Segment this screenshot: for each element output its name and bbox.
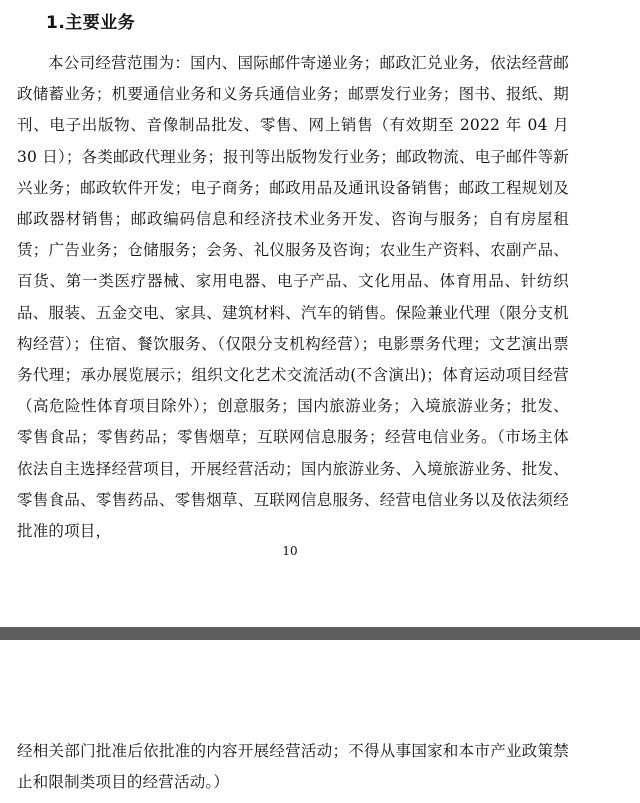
- business-scope-paragraph: 本公司经营范围为：国内、国际邮件寄递业务；邮政汇兑业务，依法经营邮政储蓄业务；机要通信业务和义务兵通信业务；邮票发行业务；图书、报纸、期刊、电子出版物、音像制品批发、零售、网上销售（有效期至 2022 年 04 月 30 日）；各类邮政代理业务；报刊等出版物发行业务；邮政物流、电子邮件等新兴业务；邮政软件开发；电子商务；邮政用品及通讯设备销售；邮政工程规划及邮政器材销售；邮政编码信息和经济技术业务开发、咨询与服务；自有房屋租赁；广告业务；仓储服务；会务、礼仪服务及咨询；农业生产资料、农副产品、百货、第一类医疗器械、家用电器、电子产品、文化用品、体育用品、针纺织品、服装、五金交电、家具、建筑材料、汽车的销售。保险兼业代理（限分支机构经营）；住宿、餐饮服务、（仅限分支机构经营）；电影票务代理；文艺演出票务代理；承办展览展示；组织文化艺术交流活动(不含演出)；体育运动项目经营（高危险性体育项目除外）；创意服务；国内旅游业务；入境旅游业务；批发、零售食品；零售药品；零售烟草；互联网信息服务；经营电信业务。（市场主体依法自主选择经营项目，开展经营活动；国内旅游业务、入境旅游业务、批发、零售食品、零售药品、零售烟草、互联网信息服务、经营电信业务以及依法须经批准的项目，: [17, 54, 569, 541]
- page-separator: [0, 627, 640, 640]
- page-number: 10: [282, 544, 298, 558]
- business-scope-continuation: 经相关部门批准后依批准的内容开展经营活动；不得从事国家和本市产业政策禁止和限制类项目的经营活动。）: [17, 742, 569, 792]
- section-heading: 1.主要业务: [46, 13, 136, 33]
- document-page-11: [0, 640, 640, 803]
